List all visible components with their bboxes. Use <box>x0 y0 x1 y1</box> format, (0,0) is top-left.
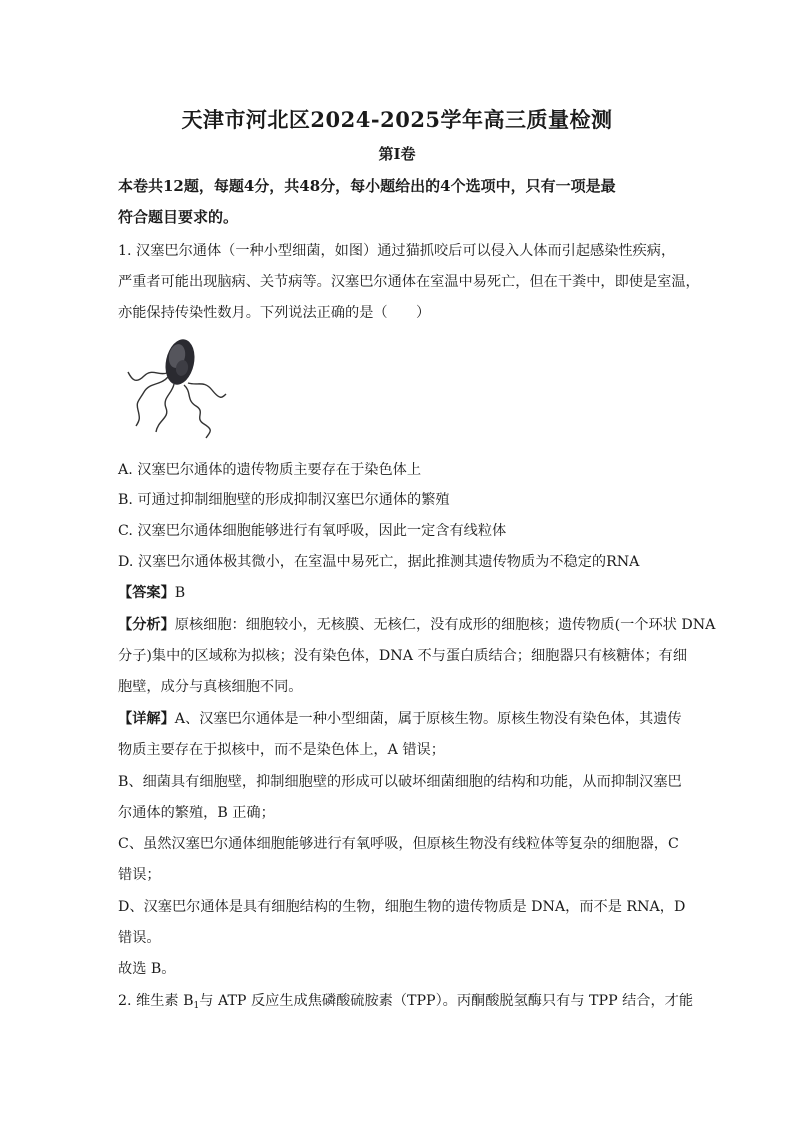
q1-detail-line-8: 错误。 <box>118 930 161 946</box>
bacterium-figure <box>122 328 232 440</box>
q1-detail-line-4: 尔通体的繁殖，B 正确； <box>118 805 275 821</box>
q1-option-d: D. 汉塞巴尔通体极其微小，在室温中易死亡，据此推测其遗传物质为不稳定的RNA <box>118 554 640 570</box>
q1-analysis-line-2: 分子)集中的区域称为拟核；没有染色体，DNA 不与蛋白质结合；细胞器只有核糖体；有细 <box>118 648 688 664</box>
q1-detail-line-1 <box>118 708 682 728</box>
q1-detail-line-2: 物质主要存在于拟核中，而不是染色体上，A 错误； <box>118 742 445 758</box>
section-title: 第Ⅰ卷 <box>378 145 416 163</box>
q1-stem-line-1: 1. 汉塞巴尔通体（一种小型细菌，如图）通过猫抓咬后可以侵入人体而引起感染性疾病， <box>118 243 676 259</box>
q1-answer <box>118 582 678 602</box>
answer-value: B <box>174 585 186 601</box>
q1-analysis-line-3: 胞壁，成分与真核细胞不同。 <box>118 679 303 695</box>
q1-stem-line-3: 亦能保持传染性数月。下列说法正确的是（ ） <box>118 305 431 321</box>
q2-stem-line-1 <box>118 990 694 1011</box>
q2-subscript: 1 <box>193 1001 200 1011</box>
detail-tag: 【详解】 <box>118 711 175 727</box>
answer-tag: 【答案】 <box>118 585 175 601</box>
q2-text-before: 2. 维生素 B <box>118 993 194 1009</box>
q1-analysis-line-1 <box>118 614 716 634</box>
q1-conclusion: 故选 B。 <box>118 961 176 977</box>
q1-stem-line-2: 严重者可能出现脑病、关节病等。汉塞巴尔通体在室温中易死亡，但在干粪中，即使是室温， <box>118 274 700 290</box>
q2-text-after: 与 ATP 反应生成焦磷酸硫胺素（TPP）。丙酮酸脱氢酶只有与 TPP 结合，才能 <box>199 993 694 1009</box>
q1-option-c: C. 汉塞巴尔通体细胞能够进行有氧呼吸，因此一定含有线粒体 <box>118 523 507 539</box>
analysis-text: 原核细胞：细胞较小，无核膜、无核仁，没有成形的细胞核；遗传物质(一个环状 DNA <box>174 617 716 633</box>
q1-detail-line-7: D、汉塞巴尔通体是具有细胞结构的生物，细胞生物的遗传物质是 DNA，而不是 RNA，D <box>118 899 686 915</box>
q1-detail-line-5: C、虽然汉塞巴尔通体细胞能够进行有氧呼吸，但原核生物没有线粒体等复杂的细胞器，C <box>118 836 679 852</box>
q1-option-a: A. 汉塞巴尔通体的遗传物质主要存在于染色体上 <box>118 462 422 478</box>
q1-detail-line-3: B、细菌具有细胞壁，抑制细胞壁的形成可以破坏细菌细胞的结构和功能，从而抑制汉塞巴 <box>118 774 682 790</box>
q1-detail-line-6: 错误； <box>118 867 161 883</box>
q1-option-b: B. 可通过抑制细胞壁的形成抑制汉塞巴尔通体的繁殖 <box>118 492 450 508</box>
detail-text: A、汉塞巴尔通体是一种小型细菌，属于原核生物。原核生物没有染色体，其遗传 <box>174 711 682 727</box>
instructions-line-1: 本卷共12题，每题4分，共48分，每小题给出的4个选项中，只有一项是最 <box>118 177 616 195</box>
instructions-line-2: 符合题目要求的。 <box>118 208 239 226</box>
analysis-tag: 【分析】 <box>118 617 175 633</box>
page-title: 天津市河北区2024-2025学年高三质量检测 <box>181 107 613 132</box>
